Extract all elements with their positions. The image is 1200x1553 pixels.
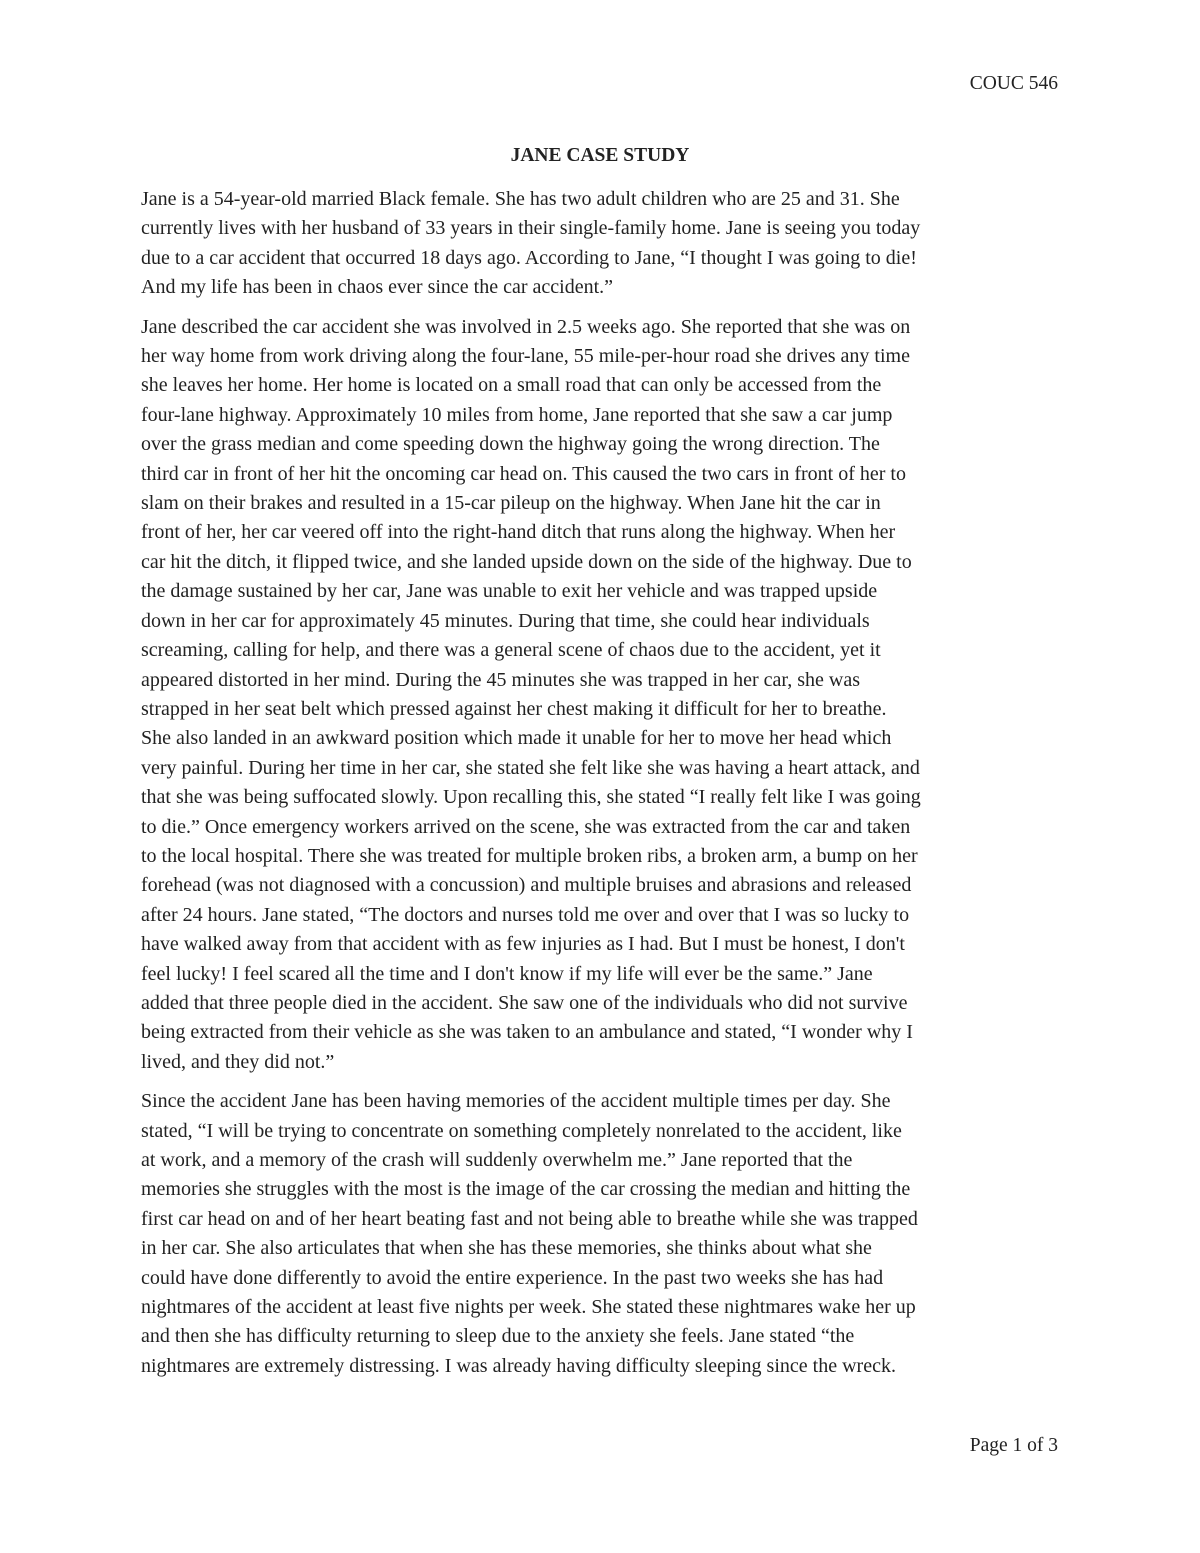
text-line: added that three people died in the accident. She saw one of the individuals who did not survive <box>141 991 908 1014</box>
text-line: four-lane highway. Approximately 10 miles from home, Jane reported that she saw a car jump <box>141 403 893 426</box>
text-line: stated, “I will be trying to concentrate on something completely nonrelated to the accident, like <box>141 1119 902 1142</box>
text-line: strapped in her seat belt which pressed against her chest making it difficult for her to breathe. <box>141 697 887 720</box>
course-code-header: COUC 546 <box>969 73 1058 94</box>
paragraph <box>141 313 1061 1078</box>
text-line: first car head on and of her heart beating fast and not being able to breathe while she was trapped <box>141 1207 918 1230</box>
text-line: to the local hospital. There she was treated for multiple broken ribs, a broken arm, a bump on her <box>141 844 918 867</box>
text-line: feel lucky! I feel scared all the time and I don't know if my life will ever be the same.” Jane <box>141 962 873 985</box>
text-line: memories she struggles with the most is the image of the car crossing the median and hitting the <box>141 1178 911 1201</box>
text-line: that she was being suffocated slowly. Upon recalling this, she stated “I really felt like I was going <box>141 786 921 809</box>
text-line: due to a car accident that occurred 18 days ago. According to Jane, “I thought I was going to die! <box>141 246 917 269</box>
text-line: lived, and they did not.” <box>141 1050 335 1073</box>
text-line: She also landed in an awkward position which made it unable for her to move her head which <box>141 727 892 750</box>
text-line: screaming, calling for help, and there was a general scene of chaos due to the accident, yet it <box>141 639 881 662</box>
text-line: to die.” Once emergency workers arrived on the scene, she was extracted from the car and taken <box>141 815 911 838</box>
text-line: front of her, her car veered off into the right-hand ditch that runs along the highway. When her <box>141 521 896 544</box>
text-line: forehead (was not diagnosed with a concussion) and multiple bruises and abrasions and released <box>141 874 912 897</box>
text-line: nightmares of the accident at least five nights per week. She stated these nightmares wake her up <box>141 1296 916 1319</box>
text-line: appeared distorted in her mind. During the 45 minutes she was trapped in her car, she was <box>141 668 860 691</box>
text-line: nightmares are extremely distressing. I was already having difficulty sleeping since the wreck. <box>141 1354 896 1377</box>
text-line: Since the accident Jane has been having memories of the accident multiple times per day. She <box>141 1090 891 1113</box>
text-line: down in her car for approximately 45 minutes. During that time, she could hear individuals <box>141 609 870 632</box>
text-line: could have done differently to avoid the entire experience. In the past two weeks she has had <box>141 1266 884 1289</box>
text-line: car hit the ditch, it flipped twice, and she landed upside down on the side of the highway. Due to <box>141 550 912 573</box>
text-line: at work, and a memory of the crash will suddenly overwhelm me.” Jane reported that the <box>141 1149 853 1171</box>
text-line: after 24 hours. Jane stated, “The doctors and nurses told me over and over that I was so lucky to <box>141 903 910 926</box>
text-line: in her car. She also articulates that when she has these memories, she thinks about what she <box>141 1237 872 1260</box>
text-line: have walked away from that accident with as few injuries as I had. But I must be honest, I don't <box>141 933 905 956</box>
text-line: And my life has been in chaos ever since the car accident.” <box>141 276 614 299</box>
page-number: Page 1 of 3 <box>969 1435 1058 1456</box>
text-line: very painful. During her time in her car, she stated she felt like she was having a heart attack, and <box>141 756 920 779</box>
text-line: she leaves her home. Her home is located on a small road that can only be accessed from the <box>141 374 882 397</box>
document-body <box>141 185 1061 1391</box>
text-line: being extracted from their vehicle as she was taken to an ambulance and stated, “I wonder why I <box>141 1021 913 1044</box>
text-line: and then she has difficulty returning to sleep due to the anxiety she feels. Jane stated “the <box>141 1325 855 1348</box>
text-line: the damage sustained by her car, Jane was unable to exit her vehicle and was trapped upside <box>141 580 878 603</box>
text-line: her way home from work driving along the four-lane, 55 mile-per-hour road she drives any time <box>141 345 910 368</box>
paragraph <box>141 1087 1061 1381</box>
text-line: over the grass median and come speeding down the highway going the wrong direction. The <box>141 433 880 456</box>
text-line: currently lives with her husband of 33 years in their single-family home. Jane is seeing you today <box>141 217 921 240</box>
text-line: third car in front of her hit the oncoming car head on. This caused the two cars in front of her to <box>141 462 906 485</box>
document-title: JANE CASE STUDY <box>510 145 690 166</box>
text-line: Jane described the car accident she was involved in 2.5 weeks ago. She reported that she was on <box>141 315 911 338</box>
text-line: Jane is a 54-year-old married Black female. She has two adult children who are 25 and 31. She <box>141 188 900 210</box>
text-line: slam on their brakes and resulted in a 15-car pileup on the highway. When Jane hit the car in <box>141 492 881 515</box>
paragraph <box>141 185 1061 303</box>
